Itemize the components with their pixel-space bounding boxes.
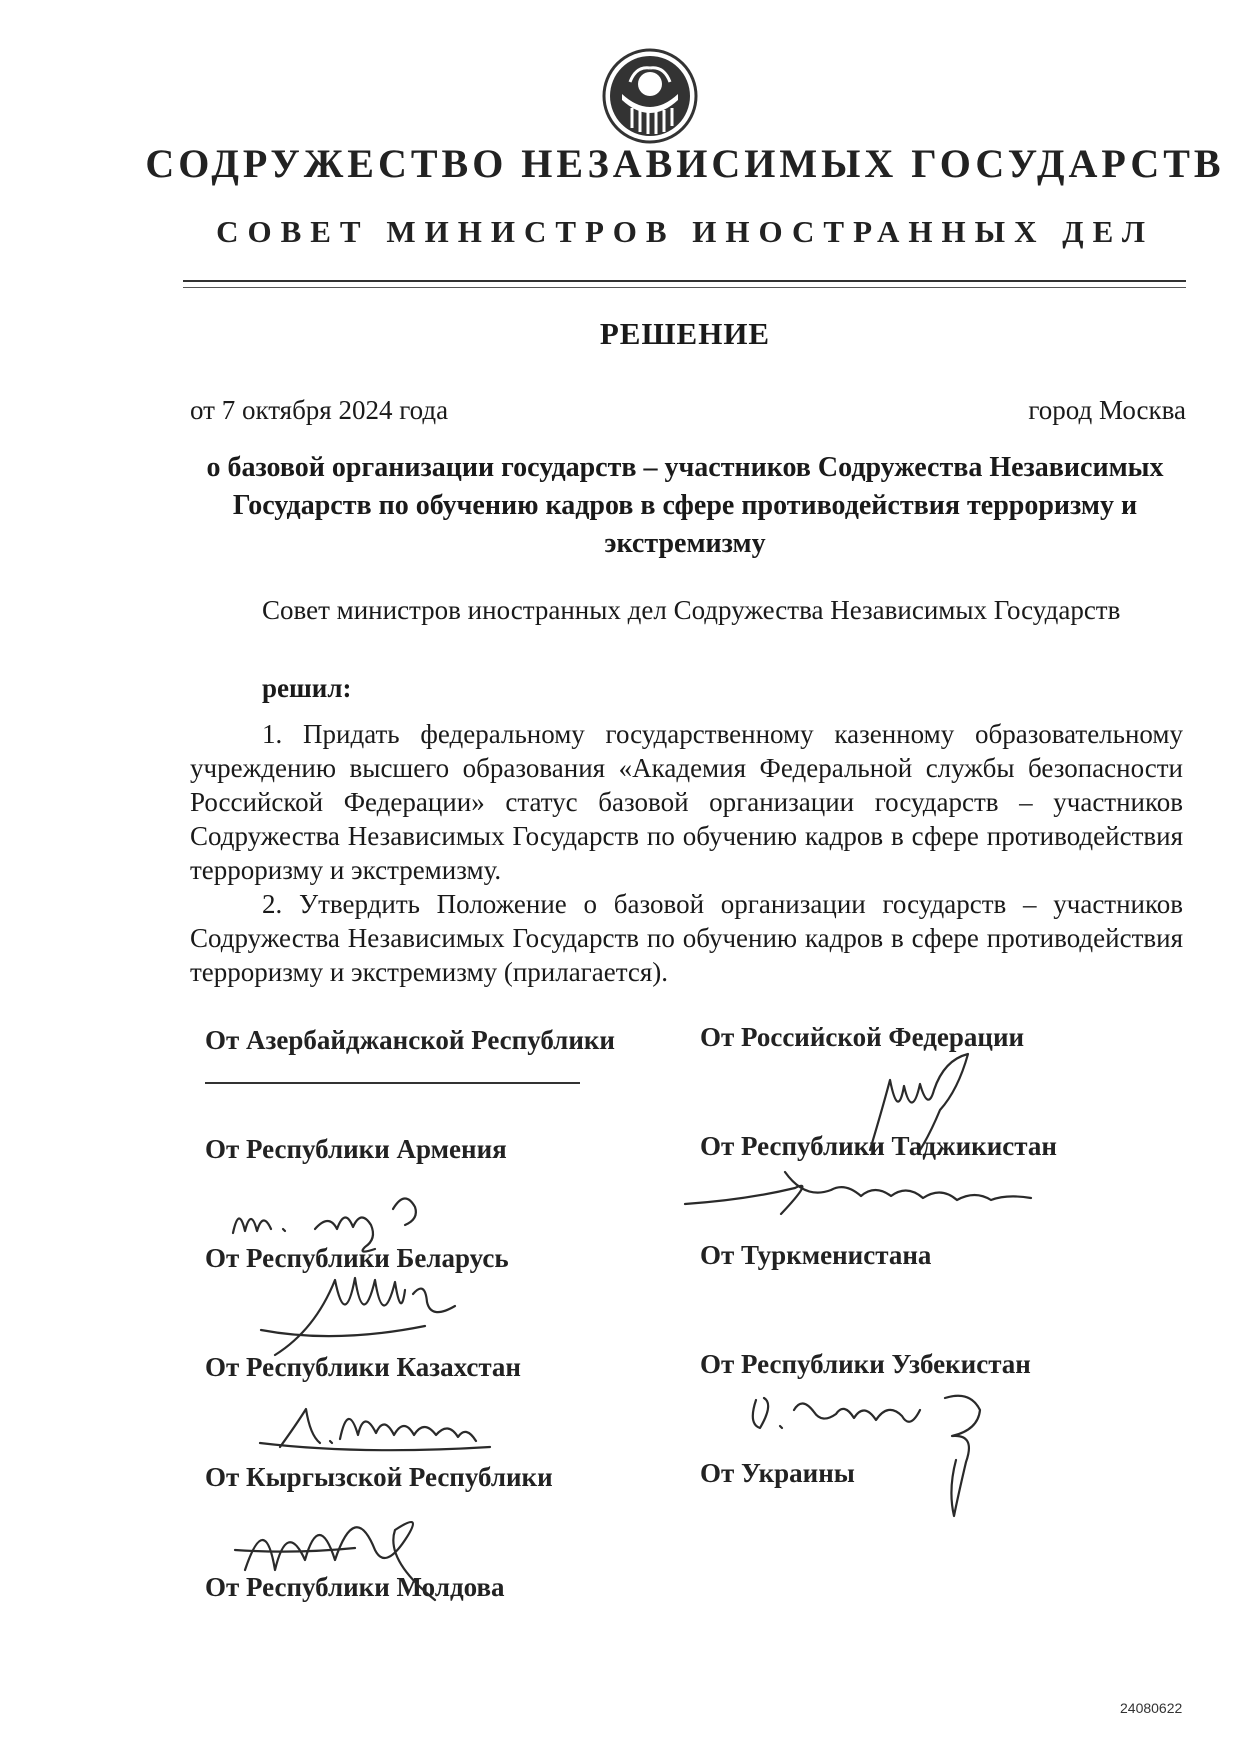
document-place: город Москва [1028,395,1186,425]
signatory-belarus: От Республики Беларусь [205,1243,509,1273]
document-number: 24080622 [1120,1700,1183,1716]
organization-title: СОДРУЖЕСТВО НЕЗАВИСИМЫХ ГОСУДАРСТВ [145,141,1225,186]
signatory-russia: От Российской Федерации [700,1022,1025,1052]
document-subject: о базовой организации государств – участников Содружества Независимых Государств по обучению кадров в сфере противодействия терроризму и экстремизму [206,452,1164,559]
header-rule-bottom [183,287,1186,288]
signatory-kyrgyzstan: От Кыргызской Республики [205,1462,553,1492]
signature-blank-line [205,1082,580,1084]
item-paragraph-2: 2. Утвердить Положение о базовой организации государств – участников Содружества Независимых Государств по обучению кадров в сфере противодействия терроризму и экстремизму (прилагается). [190,889,1183,987]
document-date: от 7 октября 2024 года [190,395,449,425]
cis-emblem-icon [600,46,700,146]
signatory-turkmenistan: От Туркменистана [700,1240,932,1270]
header-rule-top [183,280,1186,282]
council-title: СОВЕТ МИНИСТРОВ ИНОСТРАННЫХ ДЕЛ [216,214,1154,249]
item-paragraph-1: 1. Придать федеральному государственному казенному образовательному учреждению высшего образования «Академия Федеральной службы безопасности Российской Федерации» статус базовой организации государств – участников Содружества Независимых Государств по обучению кадров в сфере противодействия терроризму и экстремизму. [190,719,1183,885]
signatory-moldova: От Республики Молдова [205,1572,505,1602]
signature-belarus [255,1260,475,1370]
signatory-azerbaijan: От Азербайджанской Республики [205,1025,615,1055]
signatory-kazakhstan: От Республики Казахстан [205,1352,521,1382]
resolved-label: решил: [262,673,352,703]
signature-kyrgyzstan [235,1490,455,1610]
signatory-uzbekistan: От Республики Узбекистан [700,1349,1031,1379]
signature-kazakhstan [260,1385,520,1465]
signature-armenia [225,1185,475,1265]
signature-russia [860,1050,1000,1160]
signature-tajikistan [685,1160,1045,1240]
preamble-paragraph: Совет министров иностранных дел Содружества Независимых Государств [262,595,1121,625]
signatory-armenia: От Республики Армения [205,1134,507,1164]
signature-uzbekistan [740,1390,1010,1520]
signatory-ukraine: От Украины [700,1458,855,1488]
document-title: РЕШЕНИЕ [599,316,771,351]
signatory-tajikistan: От Республики Таджикистан [700,1131,1057,1161]
